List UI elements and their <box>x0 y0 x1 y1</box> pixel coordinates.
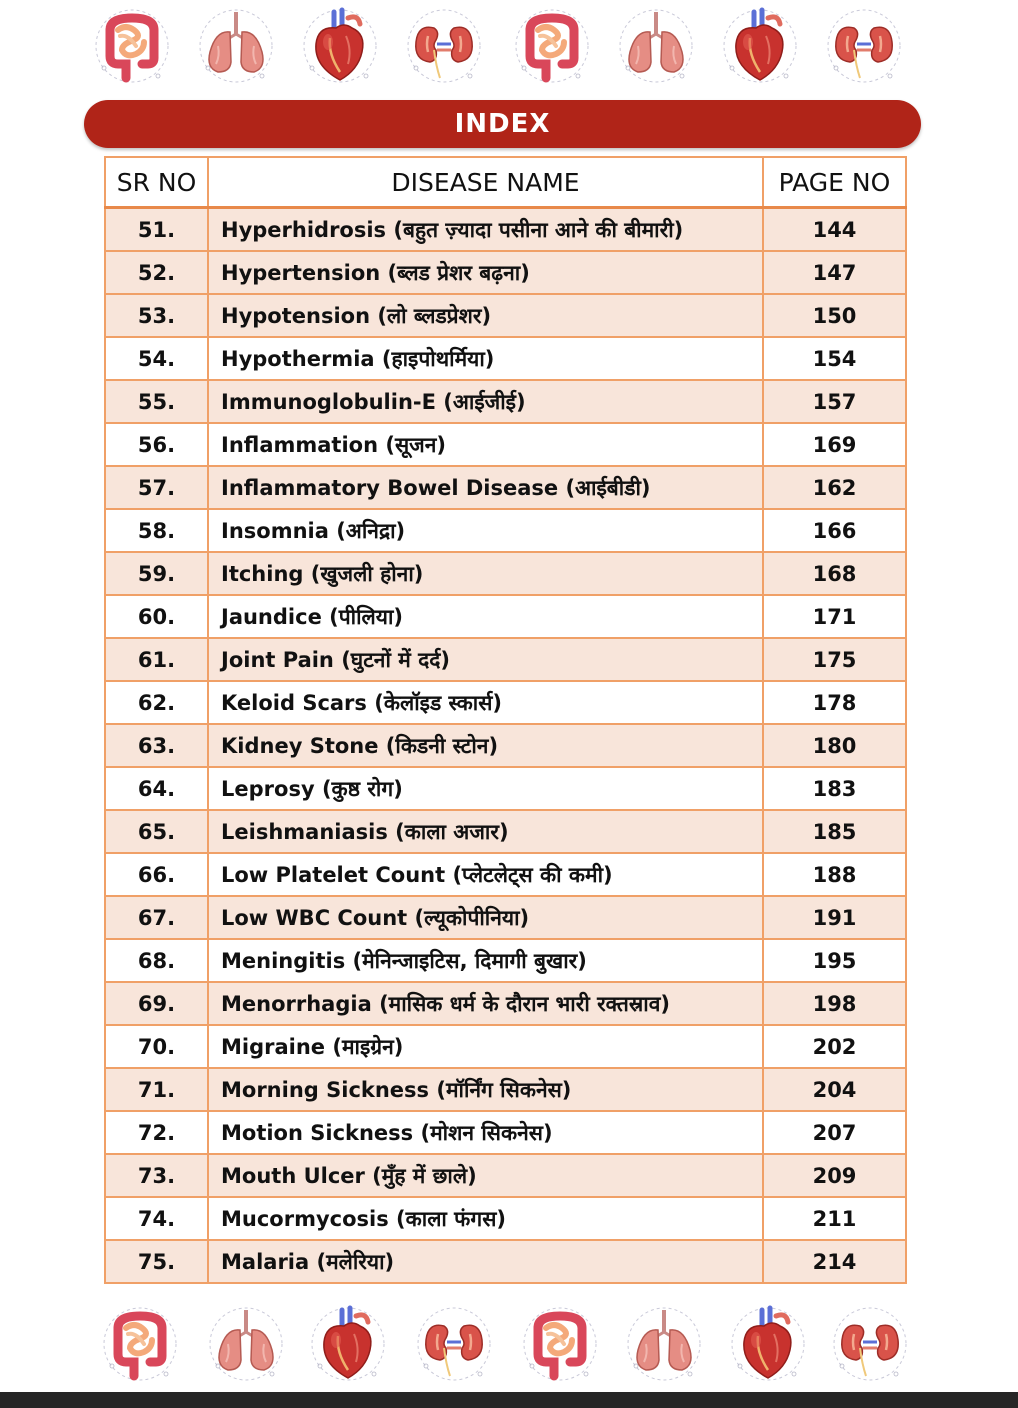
page-no-cell: 209 <box>763 1154 906 1197</box>
disease-name-cell: Jaundice (पीलिया) <box>208 595 763 638</box>
page-no-cell: 150 <box>763 294 906 337</box>
heart-icon <box>308 1304 388 1384</box>
sr-no-cell: 54. <box>105 337 208 380</box>
page-no-cell: 157 <box>763 380 906 423</box>
page-no-cell: 144 <box>763 208 906 252</box>
sr-no-cell: 70. <box>105 1025 208 1068</box>
heart-icon <box>720 6 800 86</box>
table-row <box>105 810 906 853</box>
table-row <box>105 509 906 552</box>
table-row <box>105 251 906 294</box>
page-no-cell: 204 <box>763 1068 906 1111</box>
sr-no-cell: 52. <box>105 251 208 294</box>
sr-no-cell: 63. <box>105 724 208 767</box>
table-row <box>105 595 906 638</box>
lungs-icon <box>196 6 276 86</box>
table-row <box>105 982 906 1025</box>
disease-name-cell: Inflammatory Bowel Disease (आईबीडी) <box>208 466 763 509</box>
intestine-icon <box>512 6 592 86</box>
index-title-banner <box>84 100 921 148</box>
sr-no-cell: 58. <box>105 509 208 552</box>
index-table <box>104 156 907 1284</box>
sr-no-cell: 51. <box>105 208 208 252</box>
table-row <box>105 724 906 767</box>
disease-name-cell: Inflammation (सूजन) <box>208 423 763 466</box>
table-row <box>105 380 906 423</box>
disease-name-cell: Leishmaniasis (काला अजार) <box>208 810 763 853</box>
header-disease-name: DISEASE NAME <box>208 157 763 208</box>
disease-name-cell: Itching (खुजली होना) <box>208 552 763 595</box>
kidneys-icon <box>824 6 904 86</box>
disease-name-cell: Joint Pain (घुटनों में दर्द) <box>208 638 763 681</box>
page-no-cell: 188 <box>763 853 906 896</box>
kidneys-icon <box>404 6 484 86</box>
sr-no-cell: 71. <box>105 1068 208 1111</box>
table-row <box>105 638 906 681</box>
disease-name-cell: Migraine (माइग्रेन) <box>208 1025 763 1068</box>
bottom-organ-decoration <box>0 1298 1018 1394</box>
disease-name-cell: Keloid Scars (केलॉइड स्कार्स) <box>208 681 763 724</box>
sr-no-cell: 53. <box>105 294 208 337</box>
table-header-row <box>105 157 906 208</box>
table-row <box>105 294 906 337</box>
intestine-icon <box>520 1304 600 1384</box>
sr-no-cell: 74. <box>105 1197 208 1240</box>
table-row <box>105 466 906 509</box>
page-no-cell: 195 <box>763 939 906 982</box>
table-row <box>105 767 906 810</box>
sr-no-cell: 72. <box>105 1111 208 1154</box>
disease-name-cell: Immunoglobulin-E (आईजीई) <box>208 380 763 423</box>
kidneys-icon <box>414 1304 494 1384</box>
disease-name-cell: Hypertension (ब्लड प्रेशर बढ़ना) <box>208 251 763 294</box>
disease-name-cell: Morning Sickness (मॉर्निंग सिकनेस) <box>208 1068 763 1111</box>
heart-icon <box>300 6 380 86</box>
page-no-cell: 185 <box>763 810 906 853</box>
sr-no-cell: 64. <box>105 767 208 810</box>
page-no-cell: 211 <box>763 1197 906 1240</box>
sr-no-cell: 75. <box>105 1240 208 1283</box>
disease-name-cell: Motion Sickness (मोशन सिकनेस) <box>208 1111 763 1154</box>
table-row <box>105 896 906 939</box>
disease-name-cell: Meningitis (मेनिन्जाइटिस, दिमागी बुखार) <box>208 939 763 982</box>
table-row <box>105 1068 906 1111</box>
page-no-cell: 154 <box>763 337 906 380</box>
top-organ-decoration <box>0 0 1018 96</box>
lungs-icon <box>616 6 696 86</box>
table-row <box>105 423 906 466</box>
disease-name-cell: Mouth Ulcer (मुँह में छाले) <box>208 1154 763 1197</box>
table-row <box>105 853 906 896</box>
disease-name-cell: Insomnia (अनिद्रा) <box>208 509 763 552</box>
page-title: INDEX <box>454 109 551 139</box>
sr-no-cell: 68. <box>105 939 208 982</box>
page-no-cell: 175 <box>763 638 906 681</box>
table-row <box>105 1197 906 1240</box>
lungs-icon <box>206 1304 286 1384</box>
table-row <box>105 939 906 982</box>
table-row <box>105 552 906 595</box>
page-no-cell: 191 <box>763 896 906 939</box>
sr-no-cell: 57. <box>105 466 208 509</box>
table-row <box>105 681 906 724</box>
disease-name-cell: Kidney Stone (किडनी स्टोन) <box>208 724 763 767</box>
sr-no-cell: 73. <box>105 1154 208 1197</box>
page-no-cell: 169 <box>763 423 906 466</box>
viewer-bottom-bar <box>0 1392 1018 1408</box>
intestine-icon <box>92 6 172 86</box>
table-row <box>105 1111 906 1154</box>
disease-name-cell: Mucormycosis (काला फंगस) <box>208 1197 763 1240</box>
index-table-body <box>105 208 906 1284</box>
page-no-cell: 207 <box>763 1111 906 1154</box>
sr-no-cell: 67. <box>105 896 208 939</box>
disease-name-cell: Malaria (मलेरिया) <box>208 1240 763 1283</box>
sr-no-cell: 59. <box>105 552 208 595</box>
sr-no-cell: 69. <box>105 982 208 1025</box>
sr-no-cell: 60. <box>105 595 208 638</box>
disease-name-cell: Low Platelet Count (प्लेटलेट्स की कमी) <box>208 853 763 896</box>
page-no-cell: 202 <box>763 1025 906 1068</box>
header-sr-no: SR NO <box>105 157 208 208</box>
disease-name-cell: Menorrhagia (मासिक धर्म के दौरान भारी रक्तस्राव) <box>208 982 763 1025</box>
page-no-cell: 198 <box>763 982 906 1025</box>
sr-no-cell: 61. <box>105 638 208 681</box>
header-page-no: PAGE NO <box>763 157 906 208</box>
disease-name-cell: Low WBC Count (ल्यूकोपीनिया) <box>208 896 763 939</box>
page-no-cell: 147 <box>763 251 906 294</box>
page-no-cell: 178 <box>763 681 906 724</box>
page-no-cell: 180 <box>763 724 906 767</box>
intestine-icon <box>100 1304 180 1384</box>
page-no-cell: 171 <box>763 595 906 638</box>
disease-name-cell: Hypotension (लो ब्लडप्रेशर) <box>208 294 763 337</box>
sr-no-cell: 55. <box>105 380 208 423</box>
table-row <box>105 1240 906 1283</box>
disease-name-cell: Hypothermia (हाइपोथर्मिया) <box>208 337 763 380</box>
table-row <box>105 1025 906 1068</box>
heart-icon <box>728 1304 808 1384</box>
sr-no-cell: 65. <box>105 810 208 853</box>
disease-name-cell: Hyperhidrosis (बहुत ज़्यादा पसीना आने की बीमारी) <box>208 208 763 252</box>
page-no-cell: 168 <box>763 552 906 595</box>
disease-name-cell: Leprosy (कुष्ठ रोग) <box>208 767 763 810</box>
sr-no-cell: 62. <box>105 681 208 724</box>
page-no-cell: 162 <box>763 466 906 509</box>
sr-no-cell: 66. <box>105 853 208 896</box>
lungs-icon <box>624 1304 704 1384</box>
sr-no-cell: 56. <box>105 423 208 466</box>
table-row <box>105 208 906 252</box>
table-row <box>105 337 906 380</box>
page-no-cell: 166 <box>763 509 906 552</box>
table-row <box>105 1154 906 1197</box>
kidneys-icon <box>830 1304 910 1384</box>
page-no-cell: 183 <box>763 767 906 810</box>
page-no-cell: 214 <box>763 1240 906 1283</box>
